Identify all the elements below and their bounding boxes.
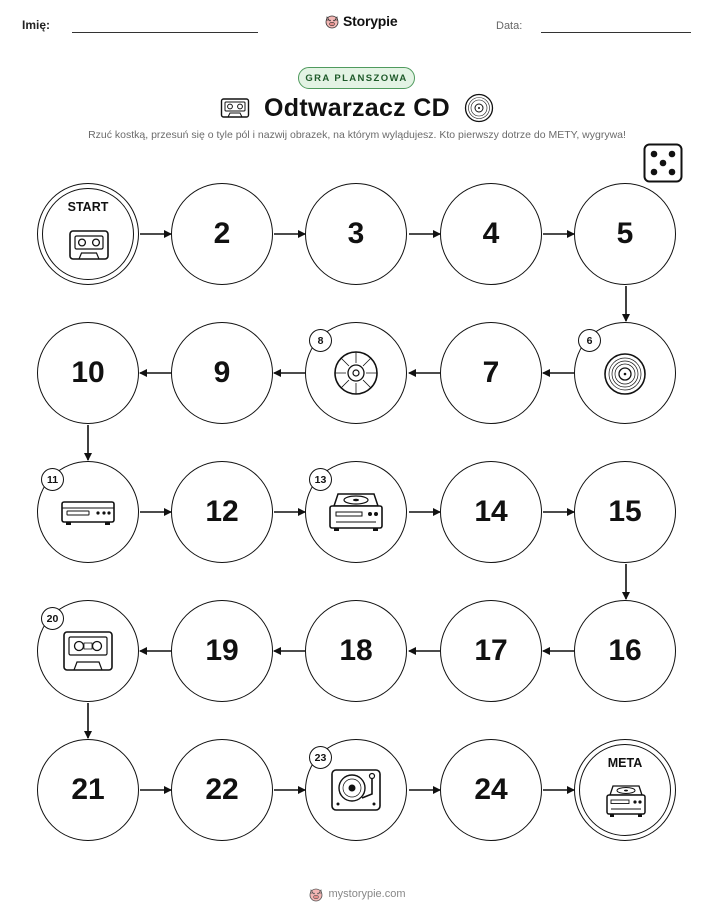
- cell-number: 2: [213, 217, 231, 250]
- board-cell-3[interactable]: [305, 183, 407, 285]
- cell-badge: 11: [41, 468, 64, 491]
- board-cell-14[interactable]: [440, 461, 542, 563]
- board-cell-4[interactable]: [440, 183, 542, 285]
- board-cell-start[interactable]: [37, 183, 139, 285]
- cell-badge: 6: [578, 329, 601, 352]
- board-cell-20[interactable]: [37, 600, 139, 702]
- board-cell-19[interactable]: [171, 600, 273, 702]
- cd-player-icon: [58, 488, 118, 536]
- cell-number: 10: [71, 356, 105, 389]
- board-cell-5[interactable]: [574, 183, 676, 285]
- cell-number: 3: [347, 217, 365, 250]
- cell-number: 15: [608, 495, 642, 528]
- cell-number: 9: [213, 356, 231, 389]
- name-label: Imię:: [22, 18, 51, 32]
- board-cell-7[interactable]: [440, 322, 542, 424]
- cell-badge: 8: [309, 329, 332, 352]
- board-cell-24[interactable]: [440, 739, 542, 841]
- board-cell-13[interactable]: [305, 461, 407, 563]
- cd-disc-icon: [326, 349, 386, 397]
- cell-number: 14: [474, 495, 508, 528]
- board-cell-6[interactable]: [574, 322, 676, 424]
- board-cell-22[interactable]: [171, 739, 273, 841]
- cell-number: 17: [474, 634, 508, 667]
- board-cell-8[interactable]: [305, 322, 407, 424]
- board-cell-finish[interactable]: [574, 739, 676, 841]
- cell-number: 24: [474, 773, 508, 806]
- board-cell-10[interactable]: [37, 322, 139, 424]
- date-line[interactable]: [541, 32, 691, 33]
- cell-number: 4: [482, 217, 500, 250]
- board-cell-12[interactable]: [171, 461, 273, 563]
- vinyl-record-icon: [595, 349, 655, 397]
- pig-icon: [308, 886, 324, 902]
- title-row: [0, 93, 714, 123]
- pig-icon: [324, 13, 340, 29]
- cell-badge: 13: [309, 468, 332, 491]
- date-label: Data:: [496, 20, 523, 32]
- board-cell-23[interactable]: [305, 739, 407, 841]
- cd-player-open-icon: [326, 488, 386, 536]
- footer: [0, 886, 714, 902]
- cassette-icon: [220, 93, 250, 123]
- cell-badge: 20: [41, 607, 64, 630]
- board-cell-18[interactable]: [305, 600, 407, 702]
- page-title: Odtwarzacz CD: [264, 93, 450, 122]
- board-cell-11[interactable]: [37, 461, 139, 563]
- cell-number: 21: [71, 773, 105, 806]
- cell-number: 19: [205, 634, 239, 667]
- brand-logo: [324, 13, 397, 29]
- finish-label: META: [607, 756, 643, 770]
- board-cell-16[interactable]: [574, 600, 676, 702]
- board-cell-15[interactable]: [574, 461, 676, 563]
- start-label: START: [67, 200, 109, 214]
- cell-number: 16: [608, 634, 642, 667]
- cell-number: 18: [339, 634, 373, 667]
- cell-number: 12: [205, 495, 239, 528]
- cell-number: 7: [482, 356, 500, 389]
- board-cell-21[interactable]: [37, 739, 139, 841]
- cell-badge: 23: [309, 746, 332, 769]
- board-cell-17[interactable]: [440, 600, 542, 702]
- cassette-icon: [67, 228, 111, 264]
- cell-number: 22: [205, 773, 239, 806]
- category-tag: GRA PLANSZOWA: [298, 67, 415, 89]
- turntable-icon: [326, 766, 386, 814]
- brand-name: Storypie: [343, 13, 398, 29]
- cd-player-icon: [604, 784, 648, 820]
- board-cell-9[interactable]: [171, 322, 273, 424]
- name-line[interactable]: [72, 32, 258, 33]
- vinyl-icon: [464, 93, 494, 123]
- cassette-tape-icon: [58, 627, 118, 675]
- footer-url[interactable]: mystorypie.com: [328, 888, 406, 900]
- dice-icon: [643, 143, 683, 183]
- board-cell-2[interactable]: [171, 183, 273, 285]
- instructions: Rzuć kostką, przesuń się o tyle pól i nazwij obrazek, na którym wylądujesz. Kto pierwszy dotrze do METY, wygrywa!: [88, 129, 626, 141]
- cell-number: 5: [616, 217, 634, 250]
